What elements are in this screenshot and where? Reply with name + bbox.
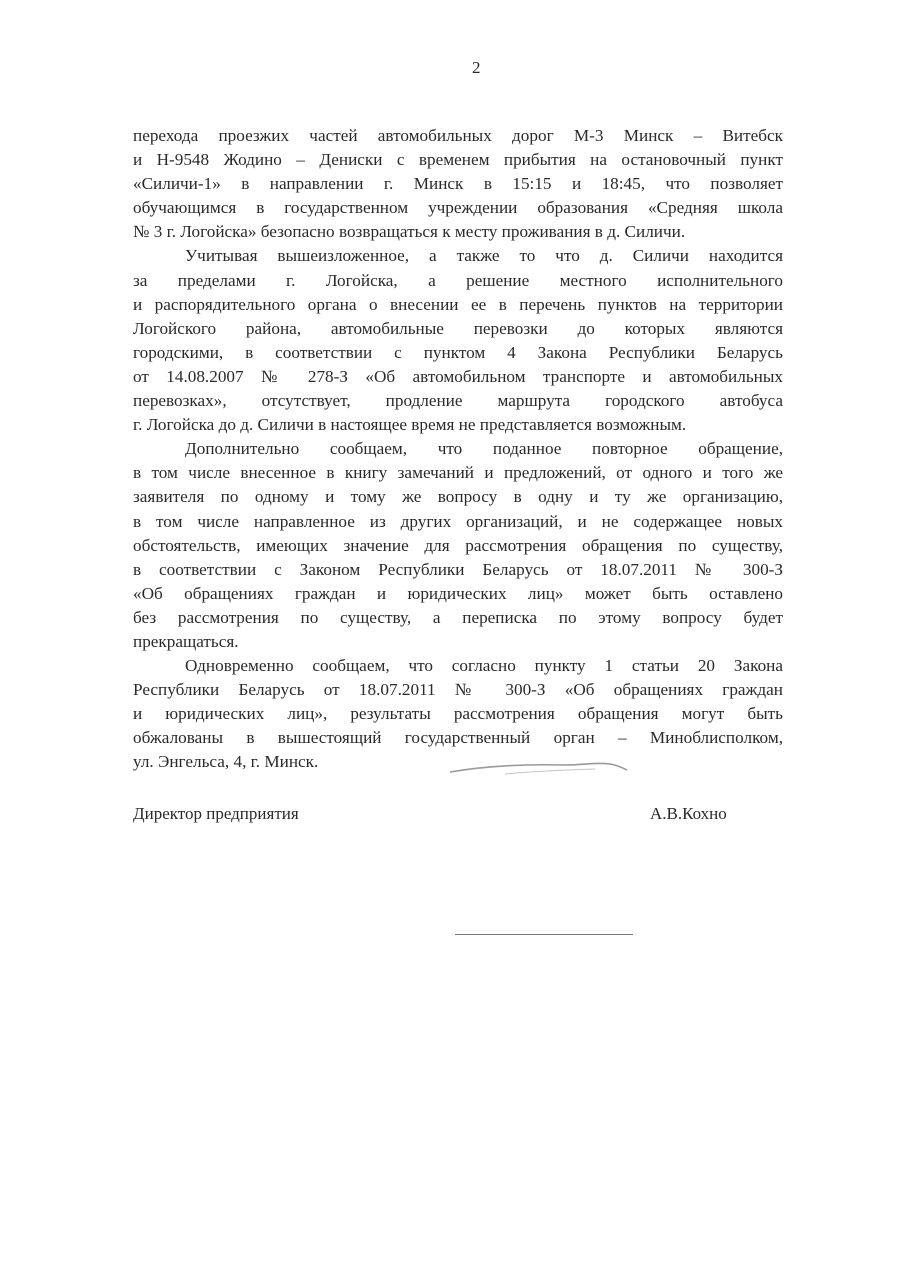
text-line: заявителя по одному и тому же вопросу в одну и ту же организацию, bbox=[133, 487, 783, 507]
paragraph bbox=[133, 437, 783, 654]
handwritten-signature bbox=[445, 752, 635, 782]
text-line: обжалованы в вышестоящий государственный орган – Миноблисполком, bbox=[133, 728, 783, 748]
text-line: от 14.08.2007 № 278-З «Об автомобильном транспорте и автомобильных bbox=[133, 366, 783, 386]
text-line: городскими, в соответствии с пунктом 4 Закона Республики Беларусь bbox=[133, 342, 783, 362]
text-line: «Об обращениях граждан и юридических лиц» может быть оставлено bbox=[133, 583, 783, 603]
signatory-position: Директор предприятия bbox=[133, 804, 299, 823]
page-number: 2 bbox=[472, 58, 481, 77]
text-line: Одновременно сообщаем, что согласно пункту 1 статьи 20 Закона bbox=[185, 656, 783, 676]
text-line: и распорядительного органа о внесении ее в перечень пунктов на территории bbox=[133, 294, 783, 314]
text-line: № 3 г. Логойска» безопасно возвращаться к месту проживания в д. Силичи. bbox=[133, 222, 686, 242]
text-line: перехода проезжих частей автомобильных дорог М-3 Минск – Витебск bbox=[133, 126, 783, 145]
text-line: в том числе направленное из других организаций, и не содержащее новых bbox=[133, 511, 783, 531]
paragraph bbox=[133, 244, 783, 437]
text-line: перевозках», отсутствует, продление маршрута городского автобуса bbox=[133, 391, 783, 411]
text-line: «Силичи-1» в направлении г. Минск в 15:15 и 18:45, что позволяет bbox=[133, 174, 783, 194]
text-line: г. Логойска до д. Силичи в настоящее время не представляется возможным. bbox=[133, 415, 687, 435]
text-line: Дополнительно сообщаем, что поданное повторное обращение, bbox=[185, 439, 783, 459]
signatory-name: А.В.Кохно bbox=[650, 804, 727, 823]
letter-body bbox=[133, 124, 783, 775]
text-line: прекращаться. bbox=[133, 631, 239, 651]
text-line: в том числе внесенное в книгу замечаний и предложений, от одного и того же bbox=[133, 463, 783, 483]
text-line: обучающимся в государственном учреждении образования «Средняя школа bbox=[133, 198, 783, 218]
text-line: ул. Энгельса, 4, г. Минск. bbox=[133, 752, 319, 772]
text-line: обстоятельств, имеющих значение для рассмотрения обращения по существу, bbox=[133, 535, 783, 555]
text-line: Республики Беларусь от 18.07.2011 № 300-З «Об обращениях граждан bbox=[133, 680, 783, 700]
text-line: и юридических лиц», результаты рассмотрения обращения могут быть bbox=[133, 704, 783, 724]
text-line: и Н-9548 Жодино – Дениски с временем прибытия на остановочный пункт bbox=[133, 150, 783, 170]
divider-line bbox=[455, 934, 633, 935]
text-line: за пределами г. Логойска, а решение местного исполнительного bbox=[133, 270, 783, 290]
paragraph bbox=[133, 124, 783, 244]
text-line: Учитывая вышеизложенное, а также то что д. Силичи находится bbox=[185, 246, 783, 266]
text-line: Логойского района, автомобильные перевозки до которых являются bbox=[133, 318, 783, 338]
text-line: без рассмотрения по существу, а переписка по этому вопросу будет bbox=[133, 607, 783, 627]
text-line: в соответствии с Законом Республики Беларусь от 18.07.2011 № 300-З bbox=[133, 559, 783, 579]
